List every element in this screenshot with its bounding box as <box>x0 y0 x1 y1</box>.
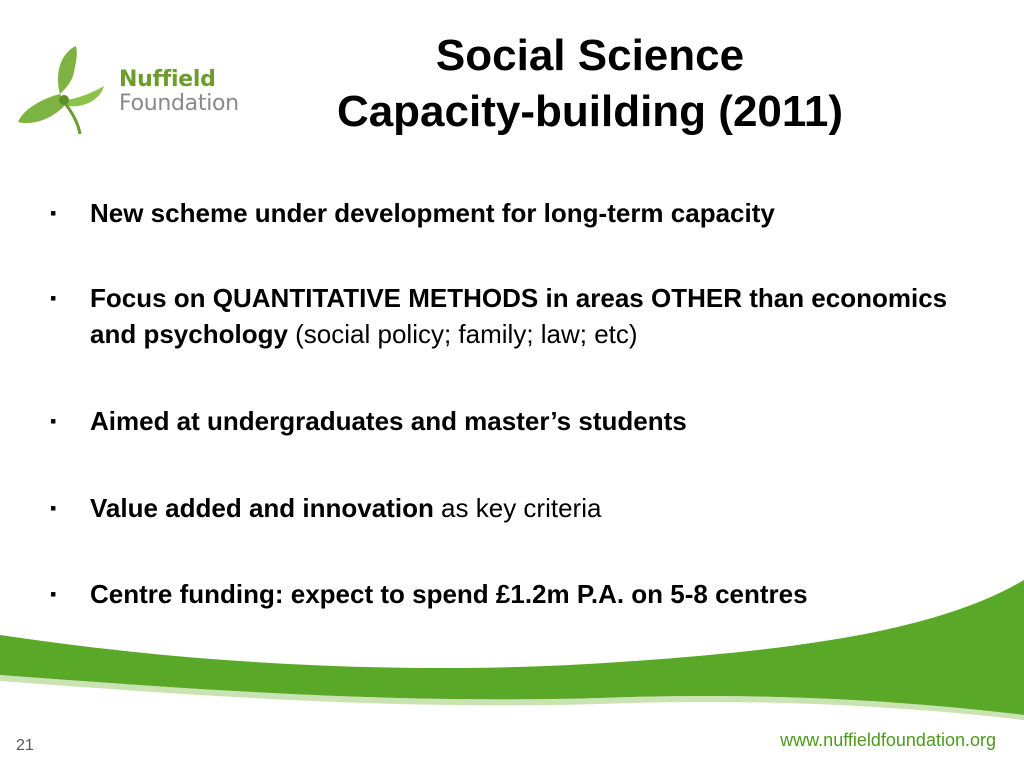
bullet-marker: ▪ <box>50 498 57 518</box>
bullet-bold-text: New scheme under development for long-term capacity <box>90 198 775 228</box>
title-line1: Social Science <box>435 31 745 80</box>
bullet-bold-text: Value added and innovation <box>90 493 434 523</box>
bullet-normal-text: as key criteria <box>433 493 602 523</box>
bullet-marker: ▪ <box>50 203 57 223</box>
bullet-item <box>50 490 601 526</box>
logo-name-line2: Foundation <box>119 91 239 116</box>
logo-name-line1: Nuffield <box>119 67 216 92</box>
seed-leaf-icon <box>14 42 126 137</box>
bullet-bold-text: Aimed at undergraduates and master’s students <box>90 406 687 436</box>
bullet-bold-text: Centre funding: expect to spend £1.2m P.A. on 5-8 centres <box>90 579 808 609</box>
bullet-marker: ▪ <box>50 584 57 604</box>
bullet-marker: ▪ <box>50 288 57 308</box>
bullet-normal-text: (social policy; family; law; etc) <box>287 319 638 349</box>
bullet-marker: ▪ <box>50 411 57 431</box>
bullet-item <box>50 403 687 439</box>
title-line2: Capacity-building (2011) <box>336 87 844 136</box>
bullet-item <box>50 195 775 231</box>
website-link[interactable]: www.nuffieldfoundation.org <box>780 730 996 750</box>
nuffield-logo <box>14 42 254 137</box>
slide-title <box>250 28 930 140</box>
bullet-item <box>50 280 1000 352</box>
bullet-bold-text: Focus on QUANTITATIVE METHODS in areas OTHER than economics and psychology <box>90 283 948 349</box>
page-number: 21 <box>16 737 34 754</box>
